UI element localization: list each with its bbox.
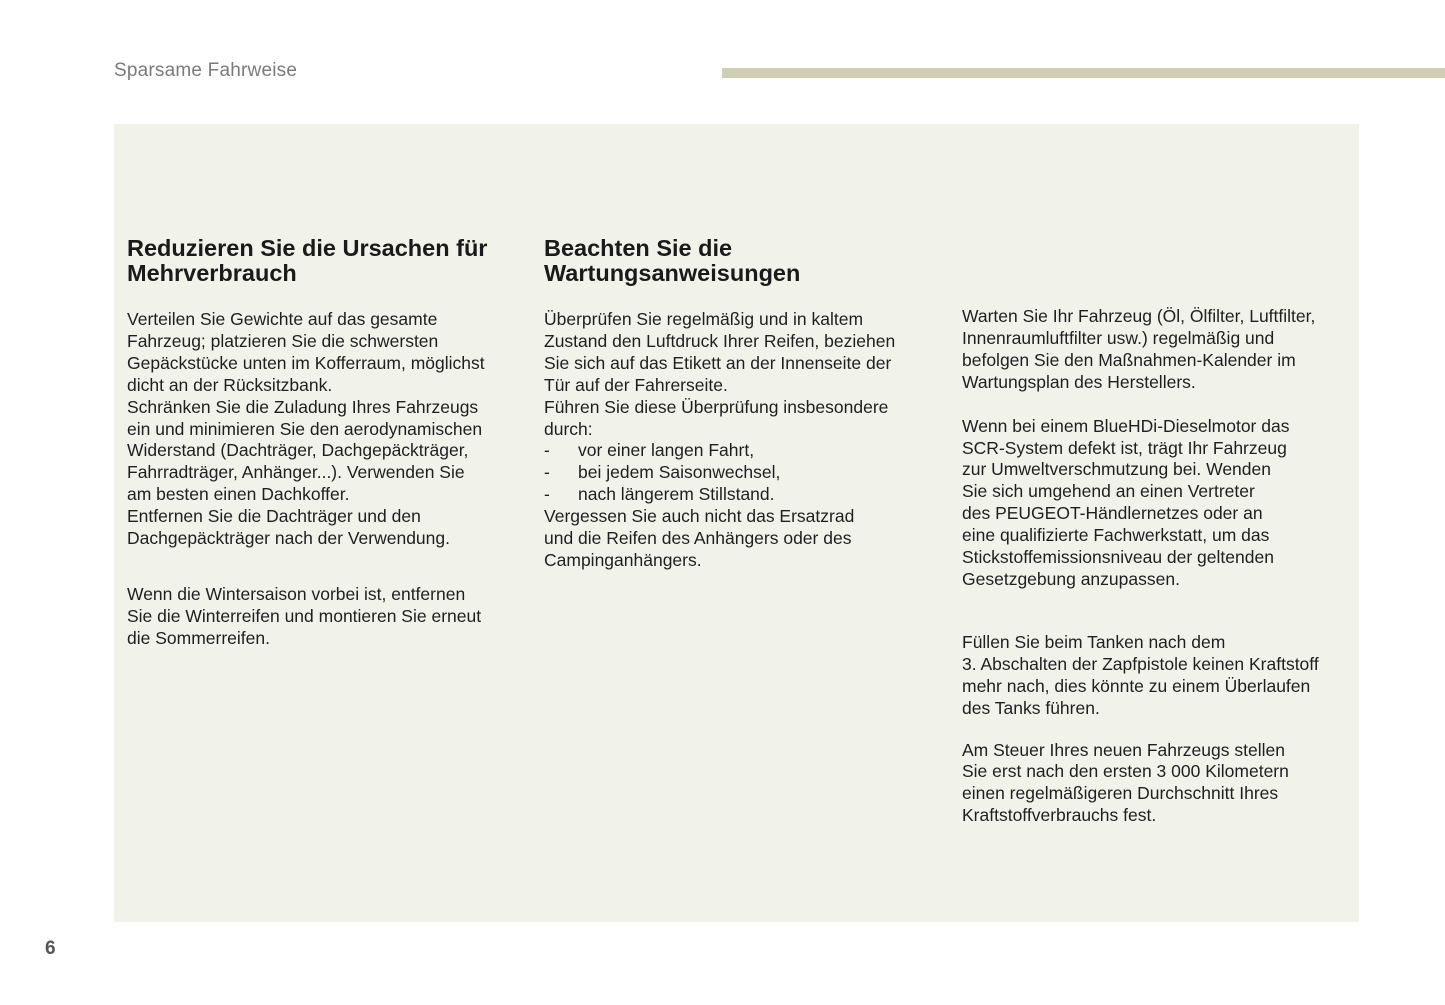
text-line: Wenn bei einem BlueHDi-Dieselmotor das — [962, 415, 1290, 436]
text-line: zur Umweltverschmutzung bei. Wenden — [962, 459, 1271, 480]
column-reduce-consumption — [127, 236, 517, 650]
bullet-item — [544, 462, 934, 484]
heading-line: Beachten Sie die — [544, 235, 733, 261]
column-maintenance — [544, 236, 934, 572]
text-line: befolgen Sie den Maßnahmen-Kalender im — [962, 349, 1296, 370]
page-number: 6 — [45, 938, 56, 959]
paragraph-weight-distribution — [127, 309, 517, 550]
text-line: am besten einen Dachkoffer. — [127, 484, 350, 505]
text-line: Sie sich auf das Etikett an der Innenseite der — [544, 352, 892, 373]
text-line: einen regelmäßigeren Durchschnitt Ihres — [962, 783, 1279, 804]
text-line: Campinganhängers. — [544, 549, 702, 570]
heading-line: Wartungsanweisungen — [544, 259, 801, 286]
paragraph-spare-wheel — [544, 506, 934, 572]
paragraph-scr-system — [962, 416, 1357, 591]
paragraph-refuelling — [962, 632, 1357, 720]
text-line: die Sommerreifen. — [127, 627, 270, 648]
text-line: Gepäckstücke unten im Kofferraum, möglichst — [127, 352, 485, 373]
text-line: ein und minimieren Sie den aerodynamischen — [127, 418, 483, 439]
column-maintenance-continued — [962, 306, 1357, 827]
paragraph-winter-tyres — [127, 584, 517, 650]
text-line: Tür auf der Fahrerseite. — [544, 374, 728, 395]
text-line: 3. Abschalten der Zapfpistole keinen Kraftstoff — [962, 653, 1319, 674]
bullet-text: bei jedem Saisonwechsel, — [578, 462, 781, 483]
text-line: Warten Sie Ihr Fahrzeug (Öl, Ölfilter, Luftfilter, — [962, 306, 1316, 326]
text-line: durch: — [544, 418, 593, 439]
text-line: Innenraumluftfilter usw.) regelmäßig und — [962, 327, 1275, 348]
text-line: Gesetzgebung anzupassen. — [962, 568, 1180, 589]
text-line: Am Steuer Ihres neuen Fahrzeugs stellen — [962, 739, 1285, 760]
bullet-item — [544, 440, 934, 462]
text-line: Sie erst nach den ersten 3 000 Kilometern — [962, 761, 1289, 782]
text-line: Entfernen Sie die Dachträger und den — [127, 506, 421, 527]
text-line: dicht an der Rücksitzbank. — [127, 374, 333, 395]
bullet-dash: - — [544, 462, 550, 483]
bullet-dash: - — [544, 440, 550, 461]
heading-maintenance — [544, 236, 934, 285]
text-line: Widerstand (Dachträger, Dachgepäckträger, — [127, 440, 469, 461]
heading-reduce-consumption — [127, 236, 517, 285]
text-line: Führen Sie diese Überprüfung insbesondere — [544, 396, 889, 417]
paragraph-service-plan — [962, 306, 1357, 394]
text-line: Überprüfen Sie regelmäßig und in kaltem — [544, 309, 864, 329]
text-line: Dachgepäckträger nach der Verwendung. — [127, 528, 450, 549]
paragraph-running-in — [962, 740, 1357, 828]
section-title: Sparsame Fahrweise — [114, 60, 298, 81]
text-line: Wartungsplan des Herstellers. — [962, 371, 1196, 392]
bullet-item — [544, 484, 934, 506]
text-line: Sie sich umgehend an einen Vertreter — [962, 481, 1255, 502]
text-line: Verteilen Sie Gewichte auf das gesamte — [127, 309, 438, 329]
text-line: Schränken Sie die Zuladung Ihres Fahrzeugs — [127, 396, 479, 417]
bullet-dash: - — [544, 484, 550, 505]
text-line: Vergessen Sie auch nicht das Ersatzrad — [544, 506, 855, 527]
text-line: Sie die Winterreifen und montieren Sie erneut — [127, 605, 482, 626]
text-line: Wenn die Wintersaison vorbei ist, entfernen — [127, 583, 466, 604]
text-line: des Tanks führen. — [962, 697, 1100, 718]
heading-line: Reduzieren Sie die Ursachen für — [127, 235, 488, 261]
text-line: Füllen Sie beim Tanken nach dem — [962, 631, 1226, 652]
text-line: Zustand den Luftdruck Ihrer Reifen, beziehen — [544, 330, 896, 351]
bullet-list — [544, 440, 934, 506]
text-line: Kraftstoffverbrauchs fest. — [962, 805, 1157, 826]
heading-line: Mehrverbrauch — [127, 259, 297, 286]
text-line: Fahrradträger, Anhänger...). Verwenden Sie — [127, 462, 465, 483]
text-line: mehr nach, dies könnte zu einem Überlaufen — [962, 675, 1311, 696]
header-bar — [722, 68, 1445, 78]
text-line: SCR-System defekt ist, trägt Ihr Fahrzeug — [962, 437, 1287, 458]
text-line: des PEUGEOT-Händlernetzes oder an — [962, 503, 1263, 524]
text-line: Stickstoffemissionsniveau der geltenden — [962, 547, 1274, 568]
paragraph-tyre-pressure — [544, 309, 934, 440]
text-line: Fahrzeug; platzieren Sie die schwersten — [127, 330, 439, 351]
bullet-text: nach längerem Stillstand. — [578, 484, 775, 505]
bullet-text: vor einer langen Fahrt, — [578, 440, 755, 461]
text-line: und die Reifen des Anhängers oder des — [544, 528, 852, 549]
text-line: eine qualifizierte Fachwerkstatt, um das — [962, 525, 1270, 546]
